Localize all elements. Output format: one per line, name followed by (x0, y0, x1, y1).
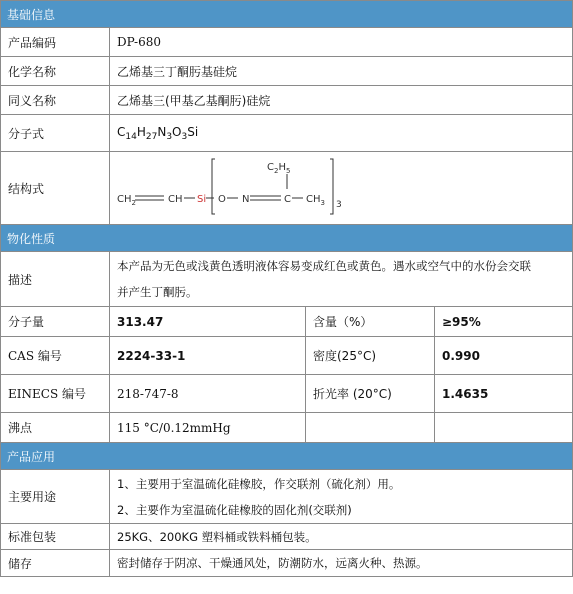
label-boiling: 沸点 (1, 413, 110, 443)
section-physical-properties (1, 225, 573, 252)
structural-formula (110, 152, 572, 224)
value-einecs: 218-747-8 (110, 375, 306, 413)
label-refractive: 折光率 (20°C) (306, 375, 435, 413)
description-line-1: 本产品为无色或浅黄色透明液体容易变成红色或黄色。遇水或空气中的水份会交联 (117, 259, 531, 273)
struct-ch: CH (168, 194, 183, 205)
section-title: 产品应用 (1, 443, 573, 470)
label-einecs: EINECS 编号 (1, 375, 110, 413)
section-application (1, 443, 573, 470)
label-density: 密度(25°C) (306, 337, 435, 375)
row-usage (1, 470, 573, 524)
struct-c: C (284, 194, 291, 205)
value-storage: 密封储存于阴凉、干燥通风处，防潮防水，远离火种、热源。 (110, 550, 573, 577)
section-title: 物化性质 (1, 225, 573, 252)
row-molecular-formula (1, 115, 573, 152)
empty-cell (435, 413, 573, 443)
label-structure: 结构式 (1, 152, 110, 225)
value-cas: 2224-33-1 (110, 337, 306, 375)
section-title: 基础信息 (1, 1, 573, 28)
label-mw: 分子量 (1, 307, 110, 337)
value-density: 0.990 (435, 337, 573, 375)
label-packaging: 标准包装 (1, 524, 110, 550)
row-description (1, 252, 573, 307)
label-cas: CAS 编号 (1, 337, 110, 375)
struct-bonds (135, 159, 333, 214)
row-cas-density (1, 337, 573, 375)
value-refractive: 1.4635 (435, 375, 573, 413)
value-mw: 313.47 (110, 307, 306, 337)
label-description: 描述 (1, 252, 110, 307)
label-usage: 主要用途 (1, 470, 110, 524)
value-product-code: DP-680 (110, 28, 573, 57)
label-content: 含量（%） (306, 307, 435, 337)
formula-h: $H_{27}$ (136, 124, 158, 142)
row-boiling (1, 413, 573, 443)
label-molecular-formula: 分子式 (1, 115, 110, 152)
struct-o: O (218, 194, 226, 205)
section-basic-info (1, 1, 573, 28)
struct-si: Si (197, 194, 207, 205)
structure-cell (110, 152, 573, 225)
value-usage (110, 470, 573, 524)
formula-n: $N_3$ (157, 124, 173, 142)
formula-si: Si (187, 124, 199, 139)
row-storage (1, 550, 573, 577)
row-packaging (1, 524, 573, 550)
struct-ch2: $CH_2$ (117, 194, 136, 207)
value-synonym: 乙烯基三(甲基乙基酮肟)硅烷 (110, 86, 573, 115)
row-synonym (1, 86, 573, 115)
description-line-2: 并产生丁酮肟。 (117, 285, 198, 299)
value-content: ≥95% (435, 307, 573, 337)
label-storage: 储存 (1, 550, 110, 577)
struct-n: N (242, 194, 250, 205)
value-boiling: 115 °C/0.12mmHg (110, 413, 306, 443)
row-product-code (1, 28, 573, 57)
struct-c2h5: $C_2H_5$ (267, 162, 291, 175)
usage-line-1: 1、主要用于室温硫化硅橡胶，作交联剂（硫化剂）用。 (117, 476, 401, 491)
value-description (110, 252, 573, 307)
label-synonym: 同义名称 (1, 86, 110, 115)
formula-o: $O_3$ (172, 124, 188, 142)
usage-line-2: 2、主要作为室温硫化硅橡胶的固化剂(交联剂) (117, 502, 352, 517)
value-chemical-name: 乙烯基三丁酮肟基硅烷 (110, 57, 573, 86)
label-chemical-name: 化学名称 (1, 57, 110, 86)
value-packaging: 25KG、200KG 塑料桶或铁料桶包装。 (110, 524, 573, 550)
formula-c: $C_{14}$ (117, 124, 137, 142)
row-einecs-refractive (1, 375, 573, 413)
row-structure (1, 152, 573, 225)
struct-ch3: $CH_3$ (306, 194, 325, 207)
empty-cell (306, 413, 435, 443)
struct-repeat: 3 (336, 200, 342, 210)
row-chemical-name (1, 57, 573, 86)
row-mw-content (1, 307, 573, 337)
label-product-code: 产品编码 (1, 28, 110, 57)
value-molecular-formula (110, 115, 573, 152)
